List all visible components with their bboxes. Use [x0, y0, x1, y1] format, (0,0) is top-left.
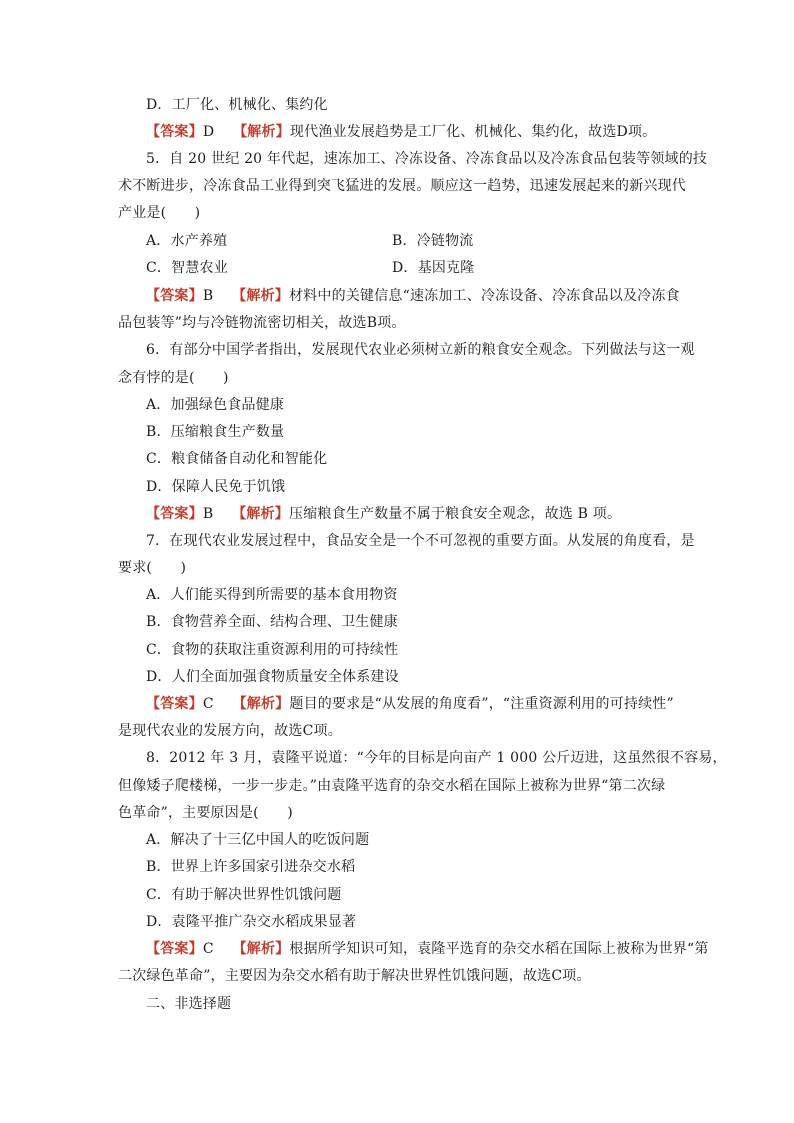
answer-value: C — [202, 696, 214, 712]
analysis-tag: 【解析】 — [232, 941, 290, 957]
q7-answer-line — [146, 694, 674, 714]
analysis-tag: 【解析】 — [233, 124, 290, 140]
q7-option-d: D．人们全面加强食物质量安全体系建设 — [146, 669, 399, 685]
q4-answer-line — [146, 122, 656, 142]
q6-option-a: A．加强绿色食品健康 — [146, 397, 285, 413]
analysis-text: 根据所学知识可知，袁隆平选育的杂交水稻在国际上被称为世界“第 — [289, 941, 709, 957]
analysis-tag: 【解析】 — [232, 506, 289, 522]
answer-value: C — [202, 941, 214, 957]
q5-option-b: B．冷链物流 — [392, 233, 474, 249]
q5-stem-line1: 5．自 20 世纪 20 年代起，速冻加工、冷冻设备、冷冻食品以及冷冻食品包装等领域的技 — [146, 151, 708, 167]
q8-option-b: B．世界上许多国家引进杂交水稻 — [146, 859, 356, 875]
answer-value: B — [202, 506, 214, 522]
q6-answer-line — [146, 504, 621, 524]
q7-analysis-line2: 是现代农业的发展方向，故选C项。 — [118, 723, 342, 739]
q8-stem-line2: 但像矮子爬楼梯，一步一步走。”由袁隆平选育的杂交水稻在国际上被称为世界“第二次绿 — [118, 778, 666, 794]
q6-option-d: D．保障人民免于饥饿 — [146, 479, 286, 495]
q5-option-a: A．水产养殖 — [146, 233, 228, 249]
answer-tag: 【答案】 — [146, 696, 203, 712]
q6-option-b: B．压缩粮食生产数量 — [146, 424, 285, 440]
analysis-text: 现代渔业发展趋势是工厂化、机械化、集约化，故选D项。 — [289, 124, 657, 140]
q5-stem-line2: 术不断进步，冷冻食品工业得到突飞猛进的发展。顺应这一趋势，迅速发展起来的新兴现代 — [118, 178, 686, 194]
answer-tag: 【答案】 — [146, 506, 203, 522]
answer-value: B — [202, 288, 214, 304]
q5-option-d: D．基因克隆 — [392, 260, 475, 276]
q7-option-a: A．人们能买得到所需要的基本食用物资 — [146, 587, 398, 603]
q8-answer-line — [146, 939, 709, 959]
q5-stem-line3: 产业是( ) — [118, 205, 201, 221]
q8-stem-line1: 8．2012 年 3 月，袁隆平说道：“今年的目标是向亩产 1 000 公斤迈进，这虽然很不容易， — [146, 750, 727, 766]
q6-option-c: C．粮食储备自动化和智能化 — [146, 451, 328, 467]
q8-option-c: C．有助于解决世界性饥饿问题 — [146, 887, 342, 903]
analysis-tag: 【解析】 — [232, 696, 290, 712]
q8-stem-line3: 色革命”，主要原因是( ) — [118, 805, 293, 821]
answer-value: D — [202, 124, 215, 140]
analysis-text: 压缩粮食生产数量不属于粮食安全观念，故选 B 项。 — [288, 506, 622, 522]
q6-stem-line1: 6．有部分中国学者指出，发展现代农业必须树立新的粮食安全观念。下列做法与这一观 — [146, 342, 695, 358]
q4-option-d: D．工厂化、机械化、集约化 — [146, 97, 328, 113]
section-heading: 二、非选择题 — [146, 996, 232, 1012]
q8-analysis-line2: 二次绿色革命”，主要因为杂交水稻有助于解决世界性饥饿问题，故选C项。 — [118, 968, 591, 984]
analysis-tag: 【解析】 — [232, 288, 289, 304]
q5-option-c: C．智慧农业 — [146, 260, 228, 276]
analysis-text: 题目的要求是“从发展的角度看”，“注重资源利用的可持续性” — [289, 696, 674, 712]
q7-option-b: B．食物营养全面、结构合理、卫生健康 — [146, 614, 398, 630]
analysis-text: 材料中的关键信息“速冻加工、冷冻设备、冷冻食品以及冷冻食 — [288, 288, 680, 304]
answer-tag: 【答案】 — [146, 941, 203, 957]
q5-answer-line — [146, 286, 680, 306]
q7-stem-line1: 7．在现代农业发展过程中，食品安全是一个不可忽视的重要方面。从发展的角度看，是 — [146, 533, 695, 549]
q5-analysis-line2: 品包装等”均与冷链物流密切相关，故选B项。 — [118, 315, 406, 331]
q7-option-c: C．食物的获取注重资源利用的可持续性 — [146, 642, 399, 658]
q8-option-d: D．袁隆平推广杂交水稻成果显著 — [146, 914, 357, 930]
answer-tag: 【答案】 — [146, 288, 203, 304]
q8-option-a: A．解决了十三亿中国人的吃饭问题 — [146, 832, 370, 848]
q6-stem-line2: 念有悖的是( ) — [118, 370, 229, 386]
answer-tag: 【答案】 — [146, 124, 203, 140]
q7-stem-line2: 要求( ) — [118, 560, 187, 576]
